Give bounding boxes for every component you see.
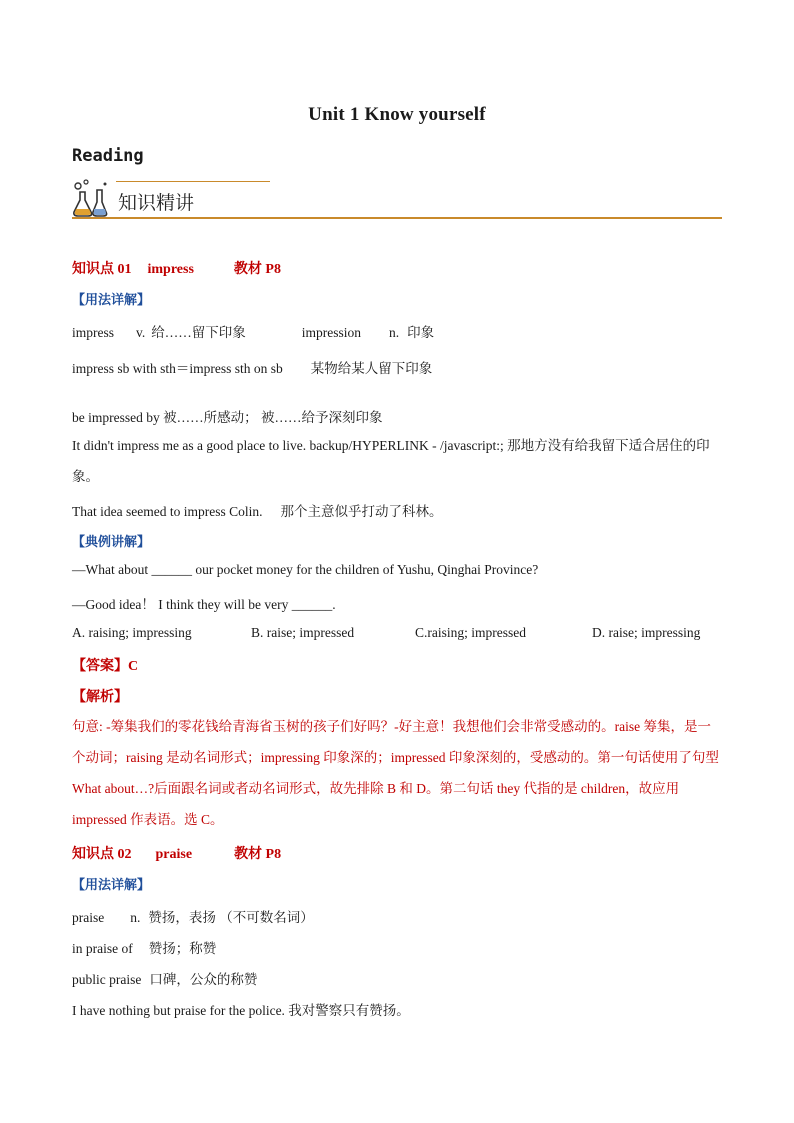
example-option-a: A. raising; impressing	[72, 625, 192, 640]
example-option-d: D. raise; impressing	[592, 625, 701, 640]
banner-label: 知识精讲	[118, 192, 195, 214]
praise-example-sentence: I have nothing but praise for the police. 我对警察只有赞扬。	[72, 1003, 410, 1018]
impress-phrase-line: impress sb with sth＝impress sth on sb 某物给某人留下印象	[72, 361, 433, 376]
example-option-c: C.raising; impressed	[415, 625, 526, 640]
answer-line	[72, 655, 138, 675]
knowledge-point-02	[72, 843, 281, 863]
flask-icon	[72, 178, 110, 218]
kp1-word: impress	[147, 262, 194, 277]
kp2-ref: 教材 P8	[234, 847, 282, 862]
impressed-by-line: be impressed by 被……所感动； 被……给予深刻印象	[72, 410, 383, 425]
public-praise-line: public praise 口碑，公众的称赞	[72, 972, 258, 987]
kp2-label: 知识点 02	[72, 847, 132, 862]
impress-example-sentence: It didn't impress me as a good place to live. backup/HYPERLINK - /javascript:; 那地方没有给我留下适合居住的印象。	[72, 438, 710, 484]
example-option-b: B. raise; impressed	[251, 625, 355, 640]
analysis-heading: 【解析】	[72, 690, 128, 705]
banner-top-line	[116, 181, 270, 182]
kp1-ref: 教材 P8	[233, 262, 281, 277]
answer-label: 【答案】	[72, 659, 128, 674]
praise-definition-line: praise n. 赞扬，表扬 （不可数名词）	[72, 910, 314, 925]
knowledge-point-01	[72, 258, 281, 278]
answer-value: C	[128, 659, 139, 674]
banner-underline	[72, 217, 722, 219]
example-heading: 【典例讲解】	[72, 534, 151, 549]
example-question-1: —What about ______ our pocket money for the children of Yushu, Qinghai Province?	[72, 562, 539, 577]
section-heading-reading: Reading	[72, 146, 144, 166]
analysis-text: 句意: -筹集我们的零花钱给青海省玉树的孩子们好吗？-好主意！我想他们会非常受感动的。raise 筹集，是一个动词；raising 是动名词形式；impressing 印象深的；impressed 印象深刻的，受感动的。第一句话使用了句型 What about…?后面跟名词或者动名词形式，故先排除 B 和 D。第二句话 they 代指的是 children，故应用 impressed 作表语。选 C。	[72, 719, 719, 827]
in-praise-of-line: in praise of 赞扬；称赞	[72, 941, 217, 956]
impress-example-colin: That idea seemed to impress Colin. 那个主意似乎打动了科林。	[72, 504, 443, 519]
usage-heading-2: 【用法详解】	[72, 877, 151, 892]
kp1-label: 知识点 01	[72, 262, 132, 277]
kp2-word: praise	[155, 847, 193, 862]
impress-definition-line: impress v. 给……留下印象 impression n. 印象	[72, 325, 435, 340]
example-question-2: —Good idea！ I think they will be very ______.	[72, 597, 336, 612]
knowledge-banner	[72, 176, 722, 220]
usage-heading-1: 【用法详解】	[72, 292, 151, 307]
page-title: Unit 1 Know yourself	[308, 104, 486, 125]
